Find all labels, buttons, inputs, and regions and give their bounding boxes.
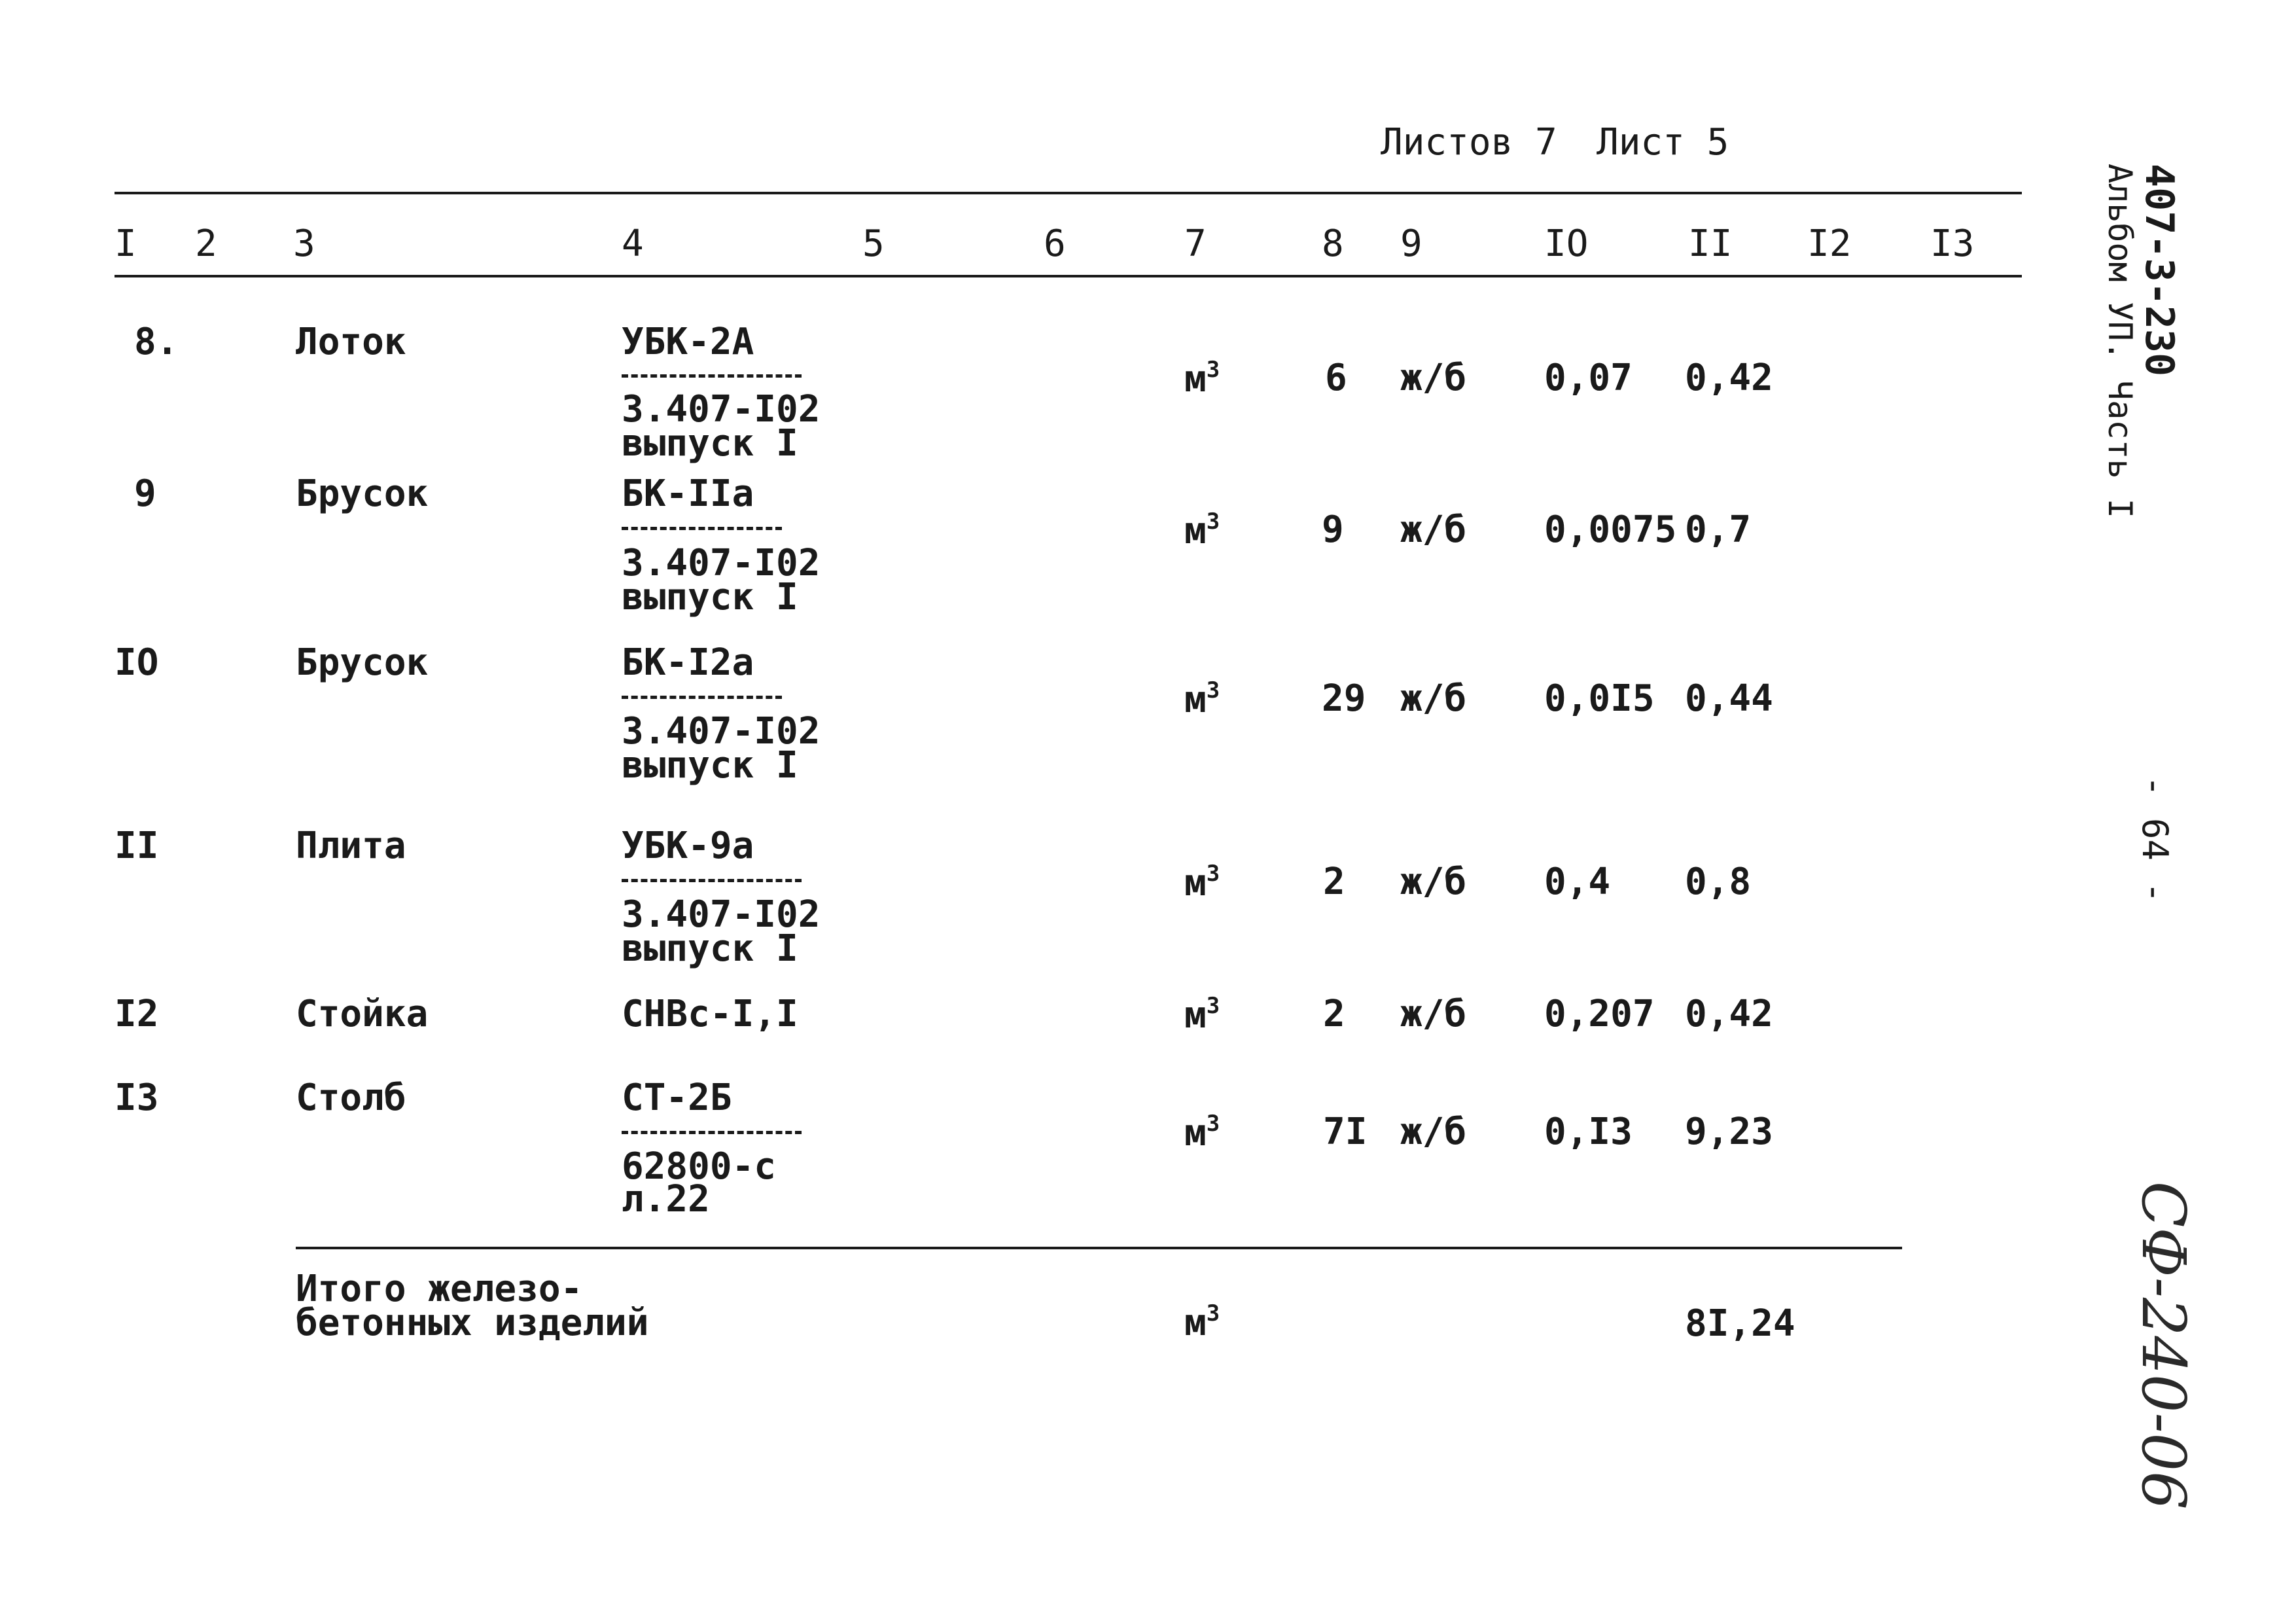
item-doc-issue: выпуск I [622, 422, 798, 465]
item-doc: 3.407-I02 [622, 893, 821, 936]
item-doc-issue: выпуск I [622, 576, 798, 618]
item-mark: СТ-2Б [622, 1077, 732, 1119]
total-value: 8I,24 [1685, 1302, 1795, 1345]
total-volume: 0,7 [1685, 508, 1752, 551]
row-number: I2 [115, 993, 159, 1035]
total-volume: 0,42 [1685, 357, 1773, 399]
unit: $м^3$ [1184, 1111, 1220, 1154]
row-number: 9 [134, 473, 156, 515]
material: ж/б [1400, 1111, 1467, 1153]
item-doc: 3.407-I02 [622, 710, 821, 753]
material: ж/б [1400, 993, 1467, 1035]
col-header-7: 7 [1184, 223, 1207, 265]
item-name: Столб [296, 1077, 406, 1119]
quantity: 7I [1323, 1111, 1368, 1153]
item-doc-issue: л.22 [622, 1178, 710, 1221]
unit-volume: 0,I3 [1544, 1111, 1633, 1153]
unit-volume: 0,07 [1544, 357, 1633, 399]
total-volume: 0,8 [1685, 861, 1752, 903]
page-number: - 64 - [2134, 776, 2176, 904]
row-number: I3 [115, 1077, 159, 1119]
total-label-line1: Итого железо- [296, 1268, 583, 1310]
total-label-line2: бетонных изделий [296, 1302, 649, 1344]
total-volume: 0,42 [1685, 993, 1773, 1035]
col-header-8: 8 [1322, 223, 1344, 265]
quantity: 9 [1322, 508, 1344, 551]
col-header-2: 2 [195, 223, 217, 265]
sheets-count: Листов 7 [1381, 121, 1557, 164]
quantity: 6 [1325, 357, 1347, 399]
item-doc: 3.407-I02 [622, 388, 821, 431]
item-name: Плита [296, 825, 406, 867]
total-unit: $м^3$ [1184, 1300, 1220, 1344]
unit: $м^3$ [1184, 357, 1220, 401]
total-rule [296, 1247, 1902, 1249]
item-doc: 3.407-I02 [622, 542, 821, 584]
item-name: Брусок [296, 473, 429, 515]
mark-underline [622, 696, 782, 699]
handwritten-inventory-number: СФ-240-06 [2128, 1181, 2199, 1510]
item-doc-issue: выпуск I [622, 927, 798, 970]
item-name: Брусок [296, 641, 429, 684]
document-code: 407-3-230 [2136, 164, 2182, 377]
unit: $м^3$ [1184, 677, 1220, 721]
table-top-rule [115, 192, 2022, 194]
col-header-10: IO [1544, 223, 1589, 265]
item-name: Стойка [296, 993, 429, 1035]
mark-underline [622, 527, 782, 530]
header-bottom-rule [115, 275, 2022, 277]
material: ж/б [1400, 357, 1467, 399]
material: ж/б [1400, 861, 1467, 903]
album-part: Альбом УП. Часть I [2101, 164, 2139, 518]
total-volume: 0,44 [1685, 677, 1773, 720]
quantity: 2 [1323, 993, 1345, 1035]
mark-underline [622, 879, 802, 882]
item-mark: БК-IIа [622, 473, 754, 515]
unit-volume: 0,4 [1544, 861, 1611, 903]
quantity: 29 [1322, 677, 1366, 720]
col-header-5: 5 [862, 223, 885, 265]
material: ж/б [1400, 508, 1467, 551]
total-volume: 9,23 [1685, 1111, 1773, 1153]
unit-volume: 0,0075 [1544, 508, 1677, 551]
col-header-13: I3 [1930, 223, 1975, 265]
item-name: Лоток [296, 321, 406, 363]
item-mark: БК-I2а [622, 641, 754, 684]
unit: $м^3$ [1184, 508, 1220, 552]
item-mark: СНВс-I,I [622, 993, 798, 1035]
sheet-number: Лист 5 [1597, 121, 1729, 164]
item-doc: 62800-с [622, 1145, 777, 1188]
mark-underline [622, 1131, 802, 1134]
col-header-9: 9 [1400, 223, 1422, 265]
col-header-1: I [115, 223, 137, 265]
row-number: 8. [134, 321, 179, 363]
unit-volume: 0,207 [1544, 993, 1655, 1035]
unit: $м^3$ [1184, 993, 1220, 1037]
mark-underline [622, 374, 802, 378]
col-header-6: 6 [1044, 223, 1066, 265]
item-mark: УБК-9а [622, 825, 754, 867]
row-number: II [115, 825, 159, 867]
unit: $м^3$ [1184, 861, 1220, 904]
col-header-3: 3 [293, 223, 315, 265]
row-number: IO [115, 641, 159, 684]
item-doc-issue: выпуск I [622, 744, 798, 787]
unit-volume: 0,0I5 [1544, 677, 1655, 720]
item-mark: УБК-2А [622, 321, 754, 363]
col-header-12: I2 [1807, 223, 1852, 265]
col-header-4: 4 [622, 223, 644, 265]
quantity: 2 [1323, 861, 1345, 903]
col-header-11: II [1688, 223, 1733, 265]
material: ж/б [1400, 677, 1467, 720]
